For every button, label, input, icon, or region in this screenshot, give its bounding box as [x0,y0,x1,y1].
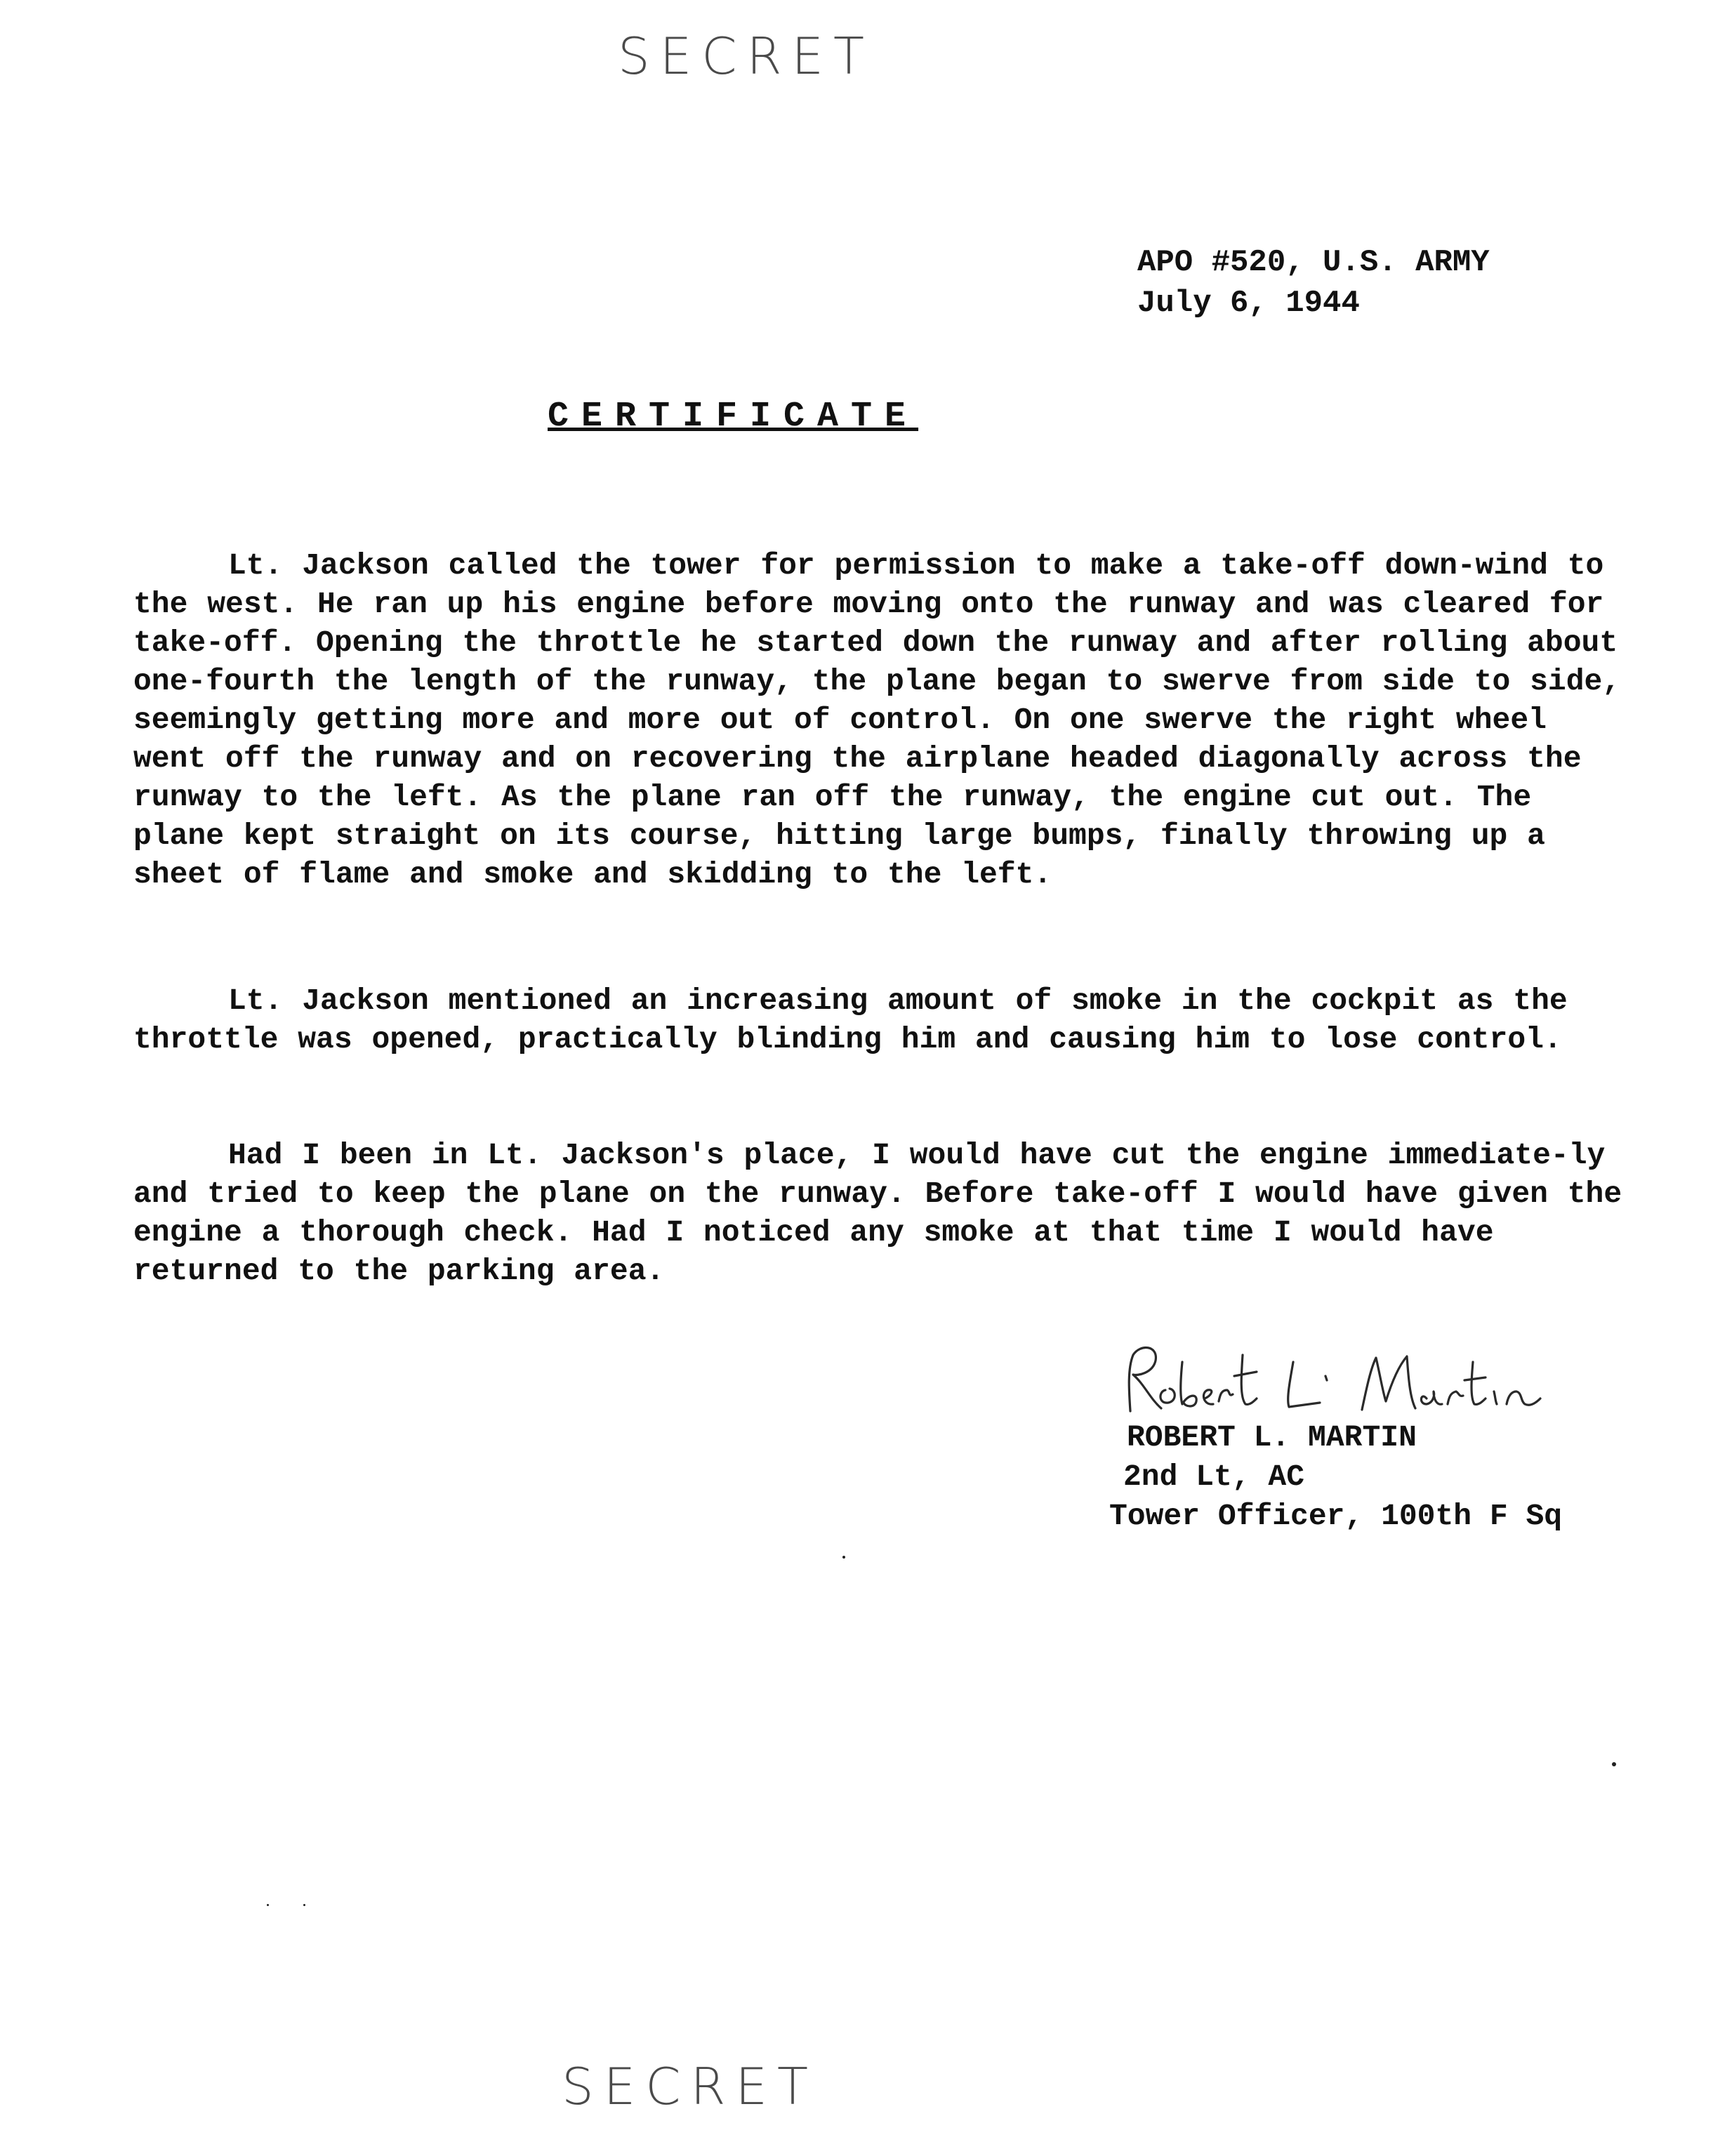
body-paragraph-1: Lt. Jackson called the tower for permission to make a take-off down-wind to the west. He ran up his engine before moving onto the runway and was cleared for take-off. Opening the throttle he started down the runway and after rolling about one-fourth the length of the runway, the plane began to swerve from side to side, seemingly getting more and more out of control. On one swerve the right wheel went off the runway and on recovering the airplane headed diagonally across the runway to the left. As the plane ran off the runway, the engine cut out. The plane kept straight on its course, hitting large bumps, finally throwing up a sheet of flame and smoke and skidding to the left. [133,548,1621,892]
signature-image [1109,1334,1559,1425]
handwritten-signature [1109,1334,1601,1425]
scan-speck [267,1904,269,1906]
classification-stamp-bottom: SECRET [562,2057,818,2116]
scan-speck [842,1556,845,1559]
signer-position: Tower Officer, 100th F Sq [1109,1499,1563,1533]
scan-speck [1612,1762,1616,1766]
scan-speck [303,1904,305,1906]
signer-rank: 2nd Lt, AC [1123,1460,1305,1494]
classification-stamp-top: SECRET [618,27,874,86]
body-paragraph-2: Lt. Jackson mentioned an increasing amount of smoke in the cockpit as the throttle was opened, practically blinding him and causing him to lose control. [133,984,1568,1057]
signer-name: ROBERT L. MARTIN [1127,1420,1417,1455]
signature-block [1109,1418,1562,1536]
document-title: CERTIFICATE [548,397,919,437]
letter-header [1137,242,1490,324]
header-location: APO #520, U.S. ARMY [1137,245,1490,280]
header-date: July 6, 1944 [1137,286,1360,321]
body-paragraph-3: Had I been in Lt. Jackson's place, I would have cut the engine immediate-ly and tried to keep the plane on the runway. Before take-off I would have given the engine a thorough check. Had I noticed any smoke at that time I would have returned to the parking area. [133,1138,1622,1288]
